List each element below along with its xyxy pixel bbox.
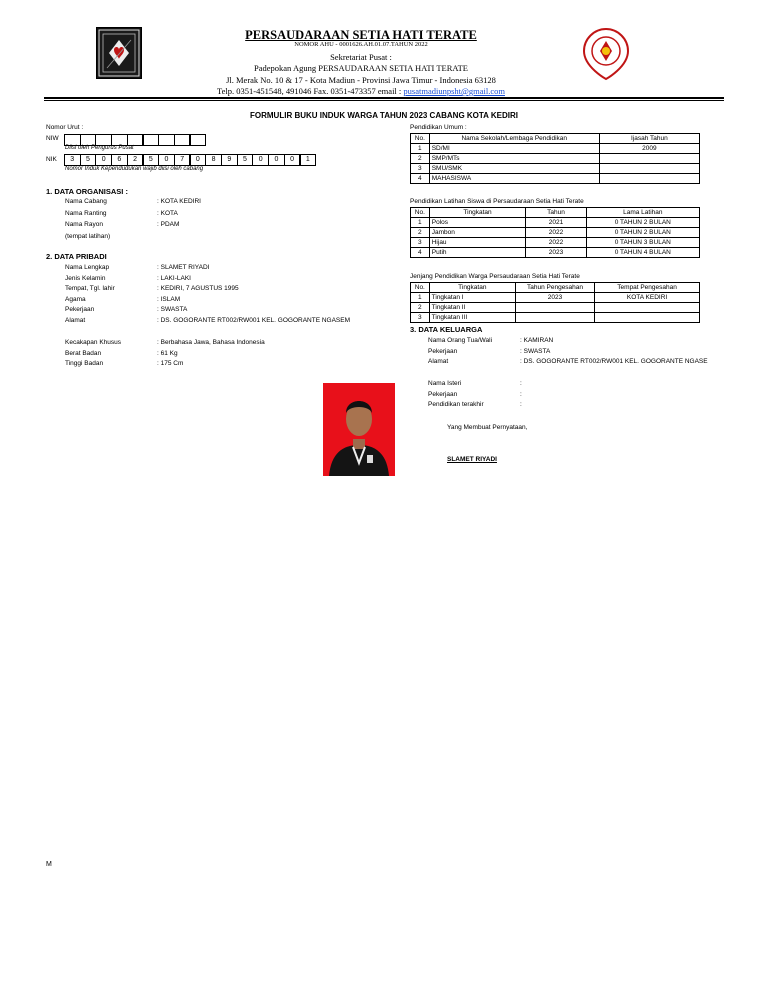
nik-digit-box[interactable]: 5 bbox=[143, 154, 160, 166]
field-label: Pendidikan terakhir bbox=[428, 401, 484, 409]
table-header-row bbox=[411, 208, 700, 218]
emblem-icon bbox=[97, 28, 141, 78]
header-divider-thin bbox=[44, 100, 724, 101]
field-value: : LAKI-LAKI bbox=[157, 274, 191, 282]
nik-digit-box[interactable]: 0 bbox=[95, 154, 112, 166]
jenjang-title: Jenjang Pendidikan Warga Persaudaraan Setia Hati Terate bbox=[410, 273, 580, 280]
table-cell: 0 TAHUN 4 BULAN bbox=[586, 248, 699, 258]
table-header-cell: No. bbox=[411, 134, 430, 144]
nik-digit-box[interactable]: 3 bbox=[64, 154, 81, 166]
table-header-cell: Lama Latihan bbox=[586, 208, 699, 218]
niw-label: NIW bbox=[46, 135, 59, 142]
field-label: Agama bbox=[65, 295, 86, 303]
form-title: FORMULIR BUKU INDUK WARGA TAHUN 2023 CABANG KOTA KEDIRI bbox=[250, 111, 518, 120]
field-value: : bbox=[520, 401, 522, 409]
field-value: : KEDIRI, 7 AGUSTUS 1995 bbox=[157, 285, 239, 293]
table-header-cell: Tingkatan bbox=[429, 283, 515, 293]
nik-digit-box[interactable]: 0 bbox=[284, 154, 301, 166]
table-cell: SMU/SMK bbox=[429, 164, 599, 174]
member-photo bbox=[323, 383, 395, 476]
field-label: Pekerjaan bbox=[428, 347, 458, 355]
field-label: Nama Ranting bbox=[65, 209, 107, 217]
field-label: (tempat latihan) bbox=[65, 232, 111, 240]
field-value: : DS. GOGORANTE RT002/RW001 KEL. GOGORANTE NGASE bbox=[520, 358, 708, 366]
niw-note: Diisi oleh Pengurus Pusat bbox=[65, 145, 134, 151]
field-value: : PDAM bbox=[157, 221, 180, 228]
table-cell: 1 bbox=[411, 218, 430, 228]
field-value: : SWASTA bbox=[157, 306, 188, 314]
nik-digit-box[interactable]: 7 bbox=[174, 154, 191, 166]
contact-line bbox=[200, 86, 522, 96]
table-cell: 1 bbox=[411, 144, 430, 154]
field-value: : KOTA bbox=[157, 209, 178, 217]
nik-note: Nomor Induk Kependudukan wajib diisi oleh cabang bbox=[65, 166, 204, 172]
contact-text: Telp. 0351-451548, 491046 Fax. 0351-473357 email : bbox=[217, 86, 404, 96]
table-cell: Hijau bbox=[429, 238, 526, 248]
table-header-cell: Tahun Pengesahan bbox=[515, 283, 594, 293]
nik-digit-box[interactable]: 2 bbox=[127, 154, 144, 166]
table-cell: 4 bbox=[411, 248, 430, 258]
table-header-cell: Nama Sekolah/Lembaga Pendidikan bbox=[429, 134, 599, 144]
field-label: Kecakapan Khusus bbox=[65, 339, 122, 346]
nik-label: NIK bbox=[46, 156, 57, 163]
table-cell: 2 bbox=[411, 228, 430, 238]
nik-digit-box[interactable]: 0 bbox=[158, 154, 175, 166]
table-cell: 2022 bbox=[526, 228, 586, 238]
table-header-cell: No. bbox=[411, 208, 430, 218]
table-cell: 2021 bbox=[526, 218, 586, 228]
nik-digit-box[interactable]: 1 bbox=[300, 154, 317, 166]
table-header-row bbox=[411, 134, 700, 144]
table-header-cell: Tempat Pengesahan bbox=[595, 283, 700, 293]
table-cell: 2022 bbox=[526, 238, 586, 248]
email-link[interactable]: pusatmadiunpsht@gmail.com bbox=[403, 86, 505, 96]
table-header-cell: Ijasah Tahun bbox=[599, 134, 699, 144]
field-value: : KAMIRAN bbox=[520, 337, 554, 344]
address-line: Jl. Merak No. 10 & 17 - Kota Madiun - Provinsi Jawa Timur - Indonesia 63128 bbox=[226, 75, 496, 85]
nik-digit-box[interactable]: 9 bbox=[221, 154, 238, 166]
nik-digit-box[interactable]: 5 bbox=[80, 154, 97, 166]
nik-digit-box[interactable]: 5 bbox=[237, 154, 254, 166]
table-row bbox=[411, 174, 700, 184]
table-row bbox=[411, 303, 700, 313]
table-cell: Tingkatan I bbox=[429, 293, 515, 303]
pendidikan-umum-title: Pendidikan Umum : bbox=[410, 124, 467, 131]
table-cell: MAHASISWA bbox=[429, 174, 599, 184]
field-label: Nama Cabang bbox=[65, 198, 107, 205]
table-cell: Tingkatan III bbox=[429, 313, 515, 323]
table-cell: 2 bbox=[411, 154, 430, 164]
table-cell: 1 bbox=[411, 293, 430, 303]
jenjang-table bbox=[410, 282, 700, 323]
footer-mark: M bbox=[46, 861, 52, 868]
header-divider bbox=[44, 97, 724, 99]
latihan-table bbox=[410, 207, 700, 258]
table-cell bbox=[515, 313, 594, 323]
table-cell: 3 bbox=[411, 313, 430, 323]
secretariat-label: Sekretariat Pusat : bbox=[330, 52, 392, 62]
shield-emblem-icon bbox=[582, 27, 630, 81]
table-cell: Tingkatan II bbox=[429, 303, 515, 313]
pendidikan-umum-table bbox=[410, 133, 700, 184]
table-cell: Jambon bbox=[429, 228, 526, 238]
ministry-number: NOMOR AHU - 0001626.AH.01.07.TAHUN 2022 bbox=[294, 41, 428, 48]
table-row bbox=[411, 164, 700, 174]
table-header-cell: No. bbox=[411, 283, 430, 293]
nik-digit-box[interactable]: 0 bbox=[190, 154, 207, 166]
field-label: Nama Orang Tua/Wali bbox=[428, 337, 493, 344]
signature-name: SLAMET RIYADI bbox=[447, 456, 497, 463]
field-label: Alamat bbox=[65, 317, 86, 324]
field-label: Jenis Kelamin bbox=[65, 274, 106, 282]
table-row bbox=[411, 313, 700, 323]
table-row bbox=[411, 238, 700, 248]
table-cell: 2009 bbox=[599, 144, 699, 154]
niw-box[interactable] bbox=[143, 134, 160, 146]
org-name: PERSAUDARAAN SETIA HATI TERATE bbox=[245, 28, 477, 42]
field-label: Tinggi Badan bbox=[65, 360, 104, 368]
table-cell bbox=[595, 313, 700, 323]
table-header-cell: Tingkatan bbox=[429, 208, 526, 218]
table-cell: 2 bbox=[411, 303, 430, 313]
field-label: Pekerjaan bbox=[65, 306, 95, 314]
table-cell: 0 TAHUN 2 BULAN bbox=[586, 228, 699, 238]
section-pribadi-title: 2. DATA PRIBADI bbox=[46, 252, 107, 261]
table-row bbox=[411, 248, 700, 258]
table-row bbox=[411, 144, 700, 154]
field-value: : 175 Cm bbox=[157, 360, 184, 368]
latihan-title: Pendidikan Latihan Siswa di Persaudaraan Setia Hati Terate bbox=[410, 198, 584, 205]
table-row bbox=[411, 228, 700, 238]
field-label: Nama Lengkap bbox=[65, 264, 110, 271]
field-value: : KOTA KEDIRI bbox=[157, 198, 201, 205]
section-keluarga-title: 3. DATA KELUARGA bbox=[410, 325, 483, 334]
table-row bbox=[411, 218, 700, 228]
nik-digit-box[interactable]: 6 bbox=[111, 154, 128, 166]
table-cell: SMP/MTs bbox=[429, 154, 599, 164]
field-value: : bbox=[520, 390, 522, 398]
psht-logo-right bbox=[582, 27, 630, 81]
table-header-cell: Tahun bbox=[526, 208, 586, 218]
field-value: : SWASTA bbox=[520, 347, 551, 355]
table-cell bbox=[599, 154, 699, 164]
field-label: Nama Isteri bbox=[428, 380, 462, 387]
person-photo-icon bbox=[323, 383, 395, 476]
table-cell: 2023 bbox=[526, 248, 586, 258]
table-cell: SD/MI bbox=[429, 144, 599, 154]
table-cell bbox=[599, 174, 699, 184]
nik-digit-box[interactable]: 0 bbox=[252, 154, 269, 166]
field-value: : bbox=[520, 380, 522, 387]
statement-label: Yang Membuat Pernyataan, bbox=[447, 424, 528, 431]
section-organisasi-title: 1. DATA ORGANISASI : bbox=[46, 187, 128, 196]
field-label: Nama Rayon bbox=[65, 221, 103, 228]
table-cell: Polos bbox=[429, 218, 526, 228]
nomor-urut-label: Nomor Urut : bbox=[46, 124, 84, 131]
table-cell bbox=[595, 303, 700, 313]
nik-boxes[interactable] bbox=[64, 154, 315, 166]
table-cell: 3 bbox=[411, 238, 430, 248]
nik-digit-box[interactable]: 8 bbox=[205, 154, 222, 166]
field-label: Berat Badan bbox=[65, 349, 102, 357]
field-label: Pekerjaan bbox=[428, 390, 458, 398]
table-cell: KOTA KEDIRI bbox=[595, 293, 700, 303]
nik-digit-box[interactable]: 0 bbox=[268, 154, 285, 166]
table-cell: 0 TAHUN 2 BULAN bbox=[586, 218, 699, 228]
table-header-row bbox=[411, 283, 700, 293]
table-cell: 4 bbox=[411, 174, 430, 184]
table-cell bbox=[515, 303, 594, 313]
field-value: : ISLAM bbox=[157, 295, 181, 303]
field-value: : 61 Kg bbox=[157, 349, 178, 357]
field-label: Alamat bbox=[428, 358, 449, 366]
field-value: : DS. GOGORANTE RT002/RW001 KEL. GOGORANTE NGASEM bbox=[157, 317, 351, 324]
niw-box[interactable] bbox=[158, 134, 175, 146]
table-row bbox=[411, 293, 700, 303]
padepokan-label: Padepokan Agung PERSAUDARAAN SETIA HATI TERATE bbox=[254, 63, 468, 73]
field-label: Tempat, Tgl. lahir bbox=[65, 285, 115, 293]
table-cell: 0 TAHUN 3 BULAN bbox=[586, 238, 699, 248]
table-cell: 2023 bbox=[515, 293, 594, 303]
psht-logo-left bbox=[96, 27, 142, 79]
table-cell: 3 bbox=[411, 164, 430, 174]
niw-box[interactable] bbox=[190, 134, 207, 146]
table-row bbox=[411, 154, 700, 164]
niw-box[interactable] bbox=[174, 134, 191, 146]
field-value: : Berbahasa Jawa, Bahasa Indonesia bbox=[157, 339, 265, 346]
table-cell: Putih bbox=[429, 248, 526, 258]
field-value: : SLAMET RIYADI bbox=[157, 264, 210, 271]
table-cell bbox=[599, 164, 699, 174]
